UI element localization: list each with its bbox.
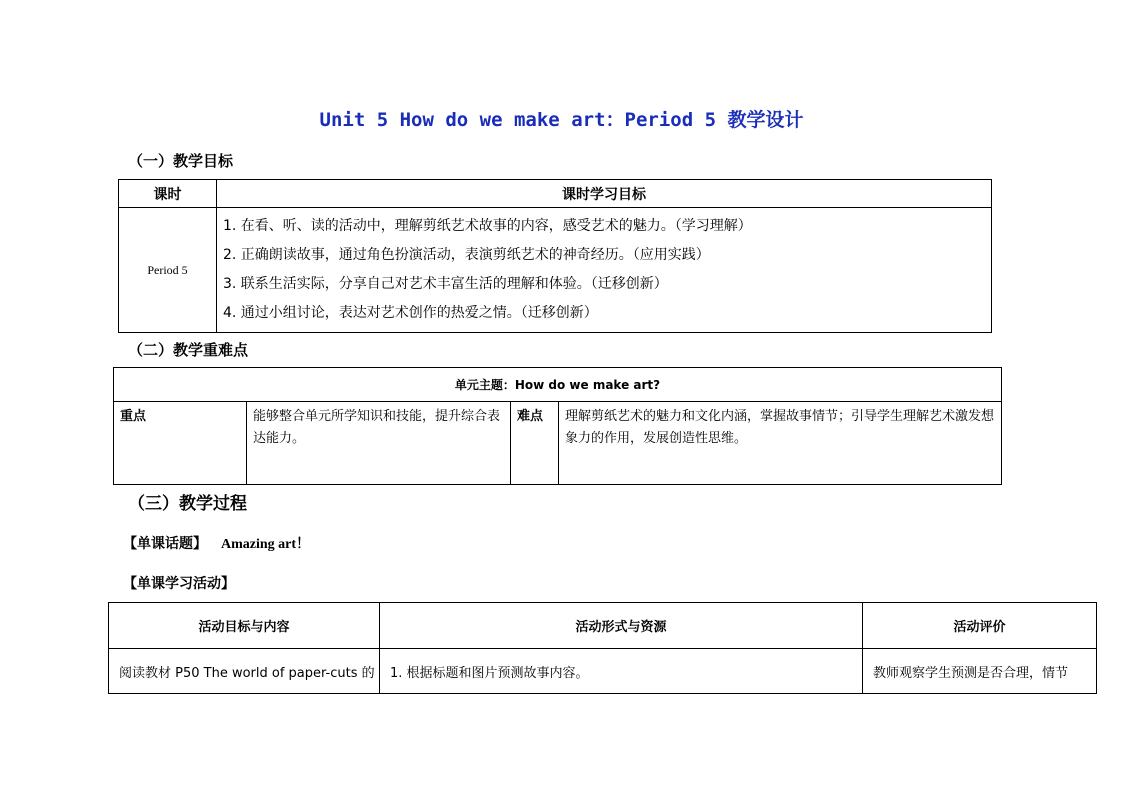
goal-item: 4. 通过小组讨论，表达对艺术创作的热爱之情。（迁移创新） — [223, 305, 598, 321]
topic-value: Amazing art！ — [221, 537, 311, 552]
goal-item: 2. 正确朗读故事，通过角色扮演活动，表演剪纸艺术的神奇经历。（应用实践） — [223, 247, 710, 263]
table-row — [109, 649, 1097, 694]
goal-item: 3. 联系生活实际，分享自己对艺术丰富生活的理解和体验。（迁移创新） — [223, 276, 668, 292]
table-row — [119, 208, 992, 333]
section-heading-key-points: （二）教学重难点 — [128, 341, 249, 359]
table-header-row — [119, 180, 992, 208]
col-header: 活动目标与内容 — [109, 603, 380, 649]
goal-item: 1. 在看、听、读的活动中，理解剪纸艺术故事的内容，感受艺术的魅力。（学习理解） — [223, 218, 752, 234]
goals-cell — [217, 208, 992, 333]
topic-label: 【单课话题】 — [123, 536, 207, 552]
table-cell: 教师观察学生预测是否合理，情节 — [863, 649, 1097, 694]
table-cell: 1. 根据标题和图片预测故事内容。 — [380, 649, 863, 694]
objectives-table — [118, 179, 992, 333]
activities-table — [108, 602, 1097, 694]
unit-theme: 单元主题：How do we make art? — [114, 368, 1002, 402]
section-heading-objectives: （一）教学目标 — [128, 152, 234, 170]
col-period-header: 课时 — [119, 180, 217, 208]
col-header: 活动评价 — [863, 603, 1097, 649]
lesson-topic — [123, 533, 310, 553]
table-row — [114, 402, 1002, 485]
col-goals-header: 课时学习目标 — [217, 180, 992, 208]
col-header: 活动形式与资源 — [380, 603, 863, 649]
difficult-text: 理解剪纸艺术的魅力和文化内涵，掌握故事情节；引导学生理解艺术激发想象力的作用，发展创造性思维。 — [559, 402, 1002, 485]
table-cell: 阅读教材 P50 The world of paper-cuts 的 — [109, 649, 380, 694]
period-cell: Period 5 — [119, 208, 217, 333]
key-text: 能够整合单元所学知识和技能，提升综合表达能力。 — [247, 402, 511, 485]
table-header-row — [109, 603, 1097, 649]
key-points-table — [113, 367, 1002, 485]
key-label: 重点 — [114, 402, 247, 485]
difficult-label: 难点 — [511, 402, 559, 485]
section-heading-process: （三）教学过程 — [128, 494, 247, 514]
activities-label: 【单课学习活动】 — [123, 576, 235, 592]
page-title: Unit 5 How do we make art：Period 5 教学设计 — [319, 109, 804, 131]
